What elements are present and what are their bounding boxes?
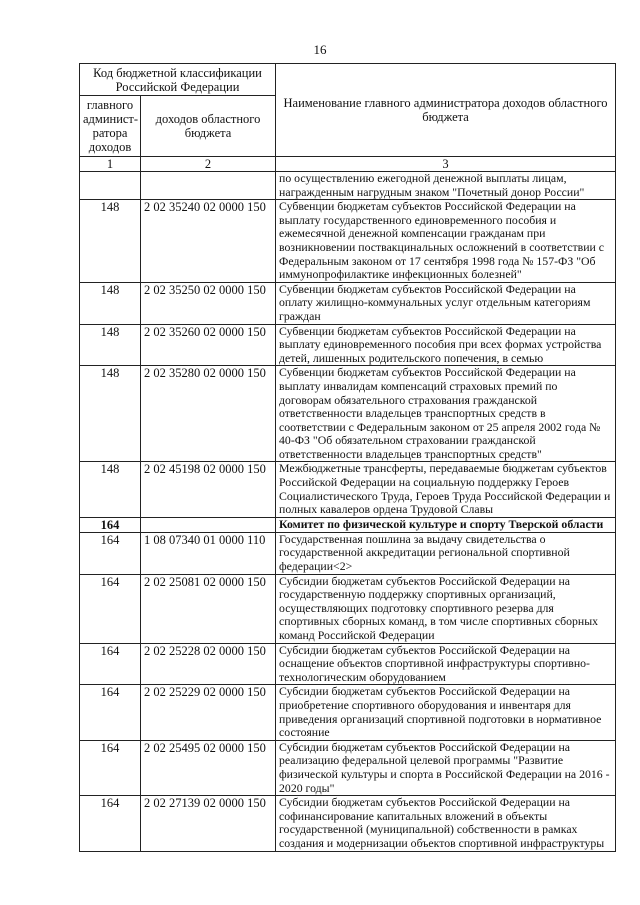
description-cell: Субсидии бюджетам субъектов Российской Федерации на реализацию федеральной целевой программы "Развитие физической культуры и спорта в Российской Федерации на 2016 - 2020 годы" bbox=[276, 740, 616, 795]
admin-code-cell: 164 bbox=[80, 532, 141, 574]
table-body bbox=[80, 172, 616, 852]
description-cell: Субсидии бюджетам субъектов Российской Федерации на оснащение объектов спортивной инфраструктуры спортивно-технологическим оборудованием bbox=[276, 643, 616, 685]
admin-code-cell bbox=[80, 172, 141, 200]
revenue-code-cell: 2 02 25081 02 0000 150 bbox=[141, 574, 276, 643]
table-row bbox=[80, 200, 616, 283]
description-cell: Субвенции бюджетам субъектов Российской Федерации на выплату единовременного пособия при всех формах устройства детей, лишенных родительского попечения, в семью bbox=[276, 324, 616, 366]
table-row bbox=[80, 796, 616, 851]
description-cell: по осуществлению ежегодной денежной выплаты лицам, награжденным нагрудным знаком "Почетный донор России" bbox=[276, 172, 616, 200]
header-budget-code-group: Код бюджетной классификации Российской Федерации bbox=[80, 64, 276, 96]
revenue-code-cell: 2 02 27139 02 0000 150 bbox=[141, 796, 276, 851]
column-number-3: 3 bbox=[276, 157, 616, 172]
admin-code-cell: 148 bbox=[80, 324, 141, 366]
revenue-code-cell: 2 02 35260 02 0000 150 bbox=[141, 324, 276, 366]
revenue-code-cell bbox=[141, 517, 276, 532]
admin-code-cell: 164 bbox=[80, 740, 141, 795]
admin-code-cell: 164 bbox=[80, 643, 141, 685]
admin-code-cell: 148 bbox=[80, 462, 141, 517]
revenue-code-cell: 2 02 25228 02 0000 150 bbox=[141, 643, 276, 685]
description-cell: Государственная пошлина за выдачу свидетельства о государственной аккредитации региональной спортивной федерации<2> bbox=[276, 532, 616, 574]
table-row bbox=[80, 282, 616, 324]
description-cell: Субвенции бюджетам субъектов Российской Федерации на оплату жилищно-коммунальных услуг отдельным категориям граждан bbox=[276, 282, 616, 324]
description-cell: Субсидии бюджетам субъектов Российской Федерации на приобретение спортивного оборудования и инвентаря для приведения организаций спортивной подготовки в нормативное состояние bbox=[276, 685, 616, 740]
table-row bbox=[80, 574, 616, 643]
description-cell: Субвенции бюджетам субъектов Российской Федерации на выплату государственного единовременного пособия и ежемесячной денежной компенсации гражданам при возникновении поствакцинальных осложнений в соответствии с Федеральным законом от 17 сентября 1998 года № 157-ФЗ "Об иммунопрофилактике инфекционных болезней" bbox=[276, 200, 616, 283]
description-cell: Субвенции бюджетам субъектов Российской Федерации на выплату инвалидам компенсаций страховых премий по договорам обязательного страхования гражданской ответственности владельцев транспортных средств в соответствии с Федеральным законом от 25 апреля 2002 года № 40-ФЗ "Об обязательном страховании гражданской ответственности владельцев транспортных средств" bbox=[276, 366, 616, 462]
revenue-administrators-table bbox=[79, 63, 616, 852]
admin-code-cell: 164 bbox=[80, 574, 141, 643]
table-row bbox=[80, 366, 616, 462]
description-cell: Субсидии бюджетам субъектов Российской Федерации на государственную поддержку спортивных организаций, осуществляющих подготовку спортивного резерва для спортивных сборных команд, в том числе спортивных сборных команд Российской Федерации bbox=[276, 574, 616, 643]
header-regional-revenue: доходов областного бюджета bbox=[141, 96, 276, 157]
admin-code-cell: 164 bbox=[80, 796, 141, 851]
description-cell: Субсидии бюджетам субъектов Российской Федерации на софинансирование капитальных вложений в объекты государственной (муниципальной) собственности в рамках создания и модернизации объектов спортивной инфраструктуры bbox=[276, 796, 616, 851]
admin-code-cell: 164 bbox=[80, 685, 141, 740]
revenue-code-cell: 1 08 07340 01 0000 110 bbox=[141, 532, 276, 574]
revenue-code-cell: 2 02 25229 02 0000 150 bbox=[141, 685, 276, 740]
table-row bbox=[80, 324, 616, 366]
table-row bbox=[80, 740, 616, 795]
revenue-code-cell: 2 02 25495 02 0000 150 bbox=[141, 740, 276, 795]
column-number-2: 2 bbox=[141, 157, 276, 172]
description-cell: Комитет по физической культуре и спорту Тверской области bbox=[276, 517, 616, 532]
table-row bbox=[80, 685, 616, 740]
table-row bbox=[80, 462, 616, 517]
table-row bbox=[80, 532, 616, 574]
description-cell: Межбюджетные трансферты, передаваемые бюджетам субъектов Российской Федерации на социальную поддержку Героев Социалистического Труда, Героев Труда Российской Федерации и полных кавалеров ордена Трудовой Славы bbox=[276, 462, 616, 517]
admin-code-cell: 148 bbox=[80, 200, 141, 283]
admin-code-cell: 148 bbox=[80, 366, 141, 462]
revenue-code-cell: 2 02 35250 02 0000 150 bbox=[141, 282, 276, 324]
table-row bbox=[80, 172, 616, 200]
admin-code-cell: 164 bbox=[80, 517, 141, 532]
column-number-1: 1 bbox=[80, 157, 141, 172]
header-administrator-name: Наименование главного администратора доходов областного бюджета bbox=[276, 64, 616, 157]
revenue-code-cell: 2 02 45198 02 0000 150 bbox=[141, 462, 276, 517]
revenue-code-cell: 2 02 35280 02 0000 150 bbox=[141, 366, 276, 462]
header-chief-administrator: главного админист-ратора доходов bbox=[80, 96, 141, 157]
table-row bbox=[80, 517, 616, 532]
revenue-code-cell: 2 02 35240 02 0000 150 bbox=[141, 200, 276, 283]
page-number: 16 bbox=[313, 42, 327, 57]
admin-code-cell: 148 bbox=[80, 282, 141, 324]
revenue-code-cell bbox=[141, 172, 276, 200]
table-row bbox=[80, 643, 616, 685]
